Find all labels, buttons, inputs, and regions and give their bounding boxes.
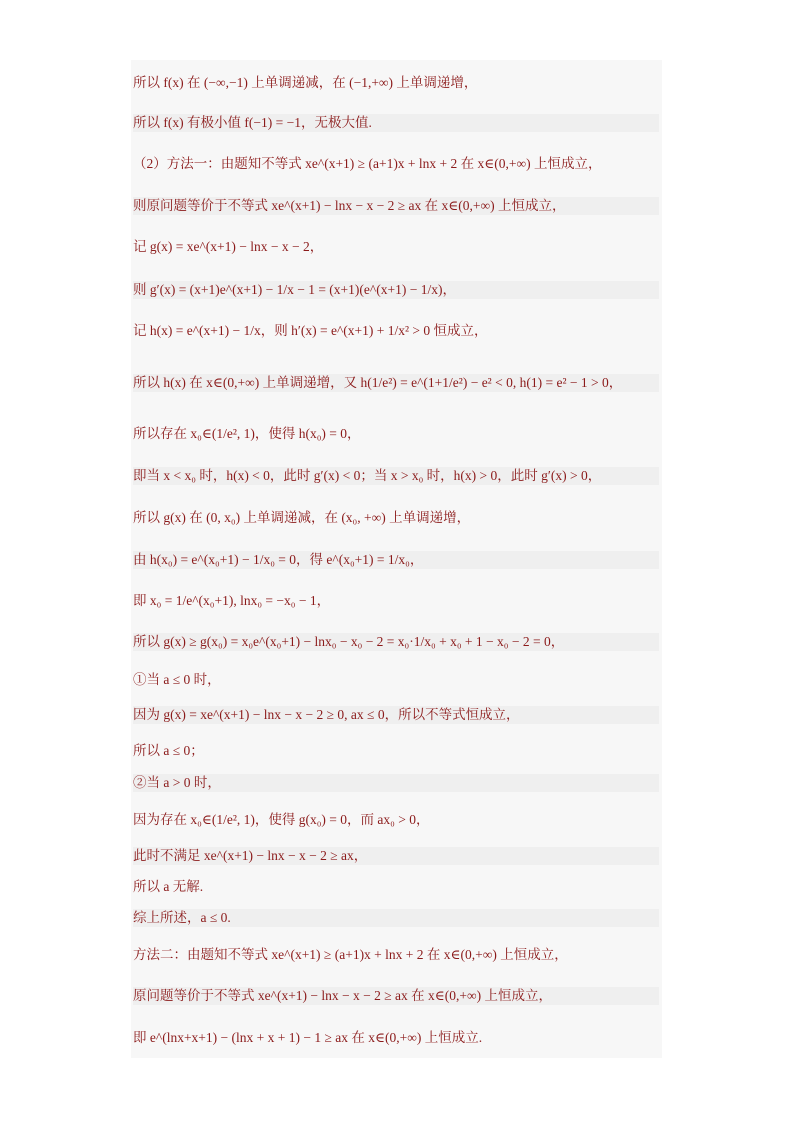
solution-line-15: ①当 a ≤ 0 时， [133,672,221,687]
solution-line-9: 所以存在 x₀∈(1/e², 1)，使得 h(x₀) = 0， [133,426,361,441]
solution-line-11: 所以 g(x) 在 (0, x₀) 上单调递减，在 (x₀, +∞) 上单调递增， [133,510,471,525]
solution-line-14: 所以 g(x) ≥ g(x₀) = x₀e^(x₀+1) − lnx₀ − x₀ − 2 = x₀·1/x₀ + x₀ + 1 − x₀ − 2 = 0， [133,633,659,651]
solution-line-1: 所以 f(x) 在 (−∞,−1) 上单调递减，在 (−1,+∞) 上单调递增， [133,75,478,90]
solution-line-8: 所以 h(x) 在 x∈(0,+∞) 上单调递增，又 h(1/e²) = e^(1+1/e²) − e² < 0, h(1) = e² − 1 > 0， [133,374,659,392]
solution-line-21: 所以 a 无解. [133,879,204,894]
solution-line-10: 即当 x < x₀ 时，h(x) < 0，此时 g′(x) < 0；当 x > x₀ 时，h(x) > 0，此时 g′(x) > 0， [133,467,659,485]
solution-line-7: 记 h(x) = e^(x+1) − 1/x，则 h′(x) = e^(x+1) + 1/x² > 0 恒成立， [133,323,488,338]
solution-line-13: 即 x₀ = 1/e^(x₀+1), lnx₀ = −x₀ − 1， [133,593,331,608]
solution-line-25: 即 e^(lnx+x+1) − (lnx + x + 1) − 1 ≥ ax 在 x∈(0,+∞) 上恒成立. [133,1030,483,1045]
solution-line-24: 原问题等价于不等式 xe^(x+1) − lnx − x − 2 ≥ ax 在 x∈(0,+∞) 上恒成立， [133,987,659,1005]
solution-line-3: （2）方法一：由题知不等式 xe^(x+1) ≥ (a+1)x + lnx + 2 在 x∈(0,+∞) 上恒成立， [133,156,602,171]
solution-line-20: 此时不满足 xe^(x+1) − lnx − x − 2 ≥ ax， [133,847,659,865]
solution-line-16: 因为 g(x) = xe^(x+1) − lnx − x − 2 ≥ 0, ax ≤ 0，所以不等式恒成立， [133,706,659,724]
solution-line-18: ②当 a > 0 时， [133,774,659,792]
solution-line-23: 方法二：由题知不等式 xe^(x+1) ≥ (a+1)x + lnx + 2 在 x∈(0,+∞) 上恒成立， [133,947,568,962]
solution-line-4: 则原问题等价于不等式 xe^(x+1) − lnx − x − 2 ≥ ax 在 x∈(0,+∞) 上恒成立， [133,197,659,215]
solution-line-22: 综上所述，a ≤ 0. [133,909,659,927]
solution-line-2: 所以 f(x) 有极小值 f(−1) = −1，无极大值. [133,114,659,132]
solution-line-6: 则 g′(x) = (x+1)e^(x+1) − 1/x − 1 = (x+1)(e^(x+1) − 1/x)， [133,281,659,299]
solution-line-12: 由 h(x₀) = e^(x₀+1) − 1/x₀ = 0，得 e^(x₀+1) = 1/x₀， [133,551,659,569]
solution-line-5: 记 g(x) = xe^(x+1) − lnx − x − 2， [133,239,324,254]
solution-line-19: 因为存在 x₀∈(1/e², 1)，使得 g(x₀) = 0，而 ax₀ > 0， [133,812,430,827]
solution-line-17: 所以 a ≤ 0； [133,743,204,758]
